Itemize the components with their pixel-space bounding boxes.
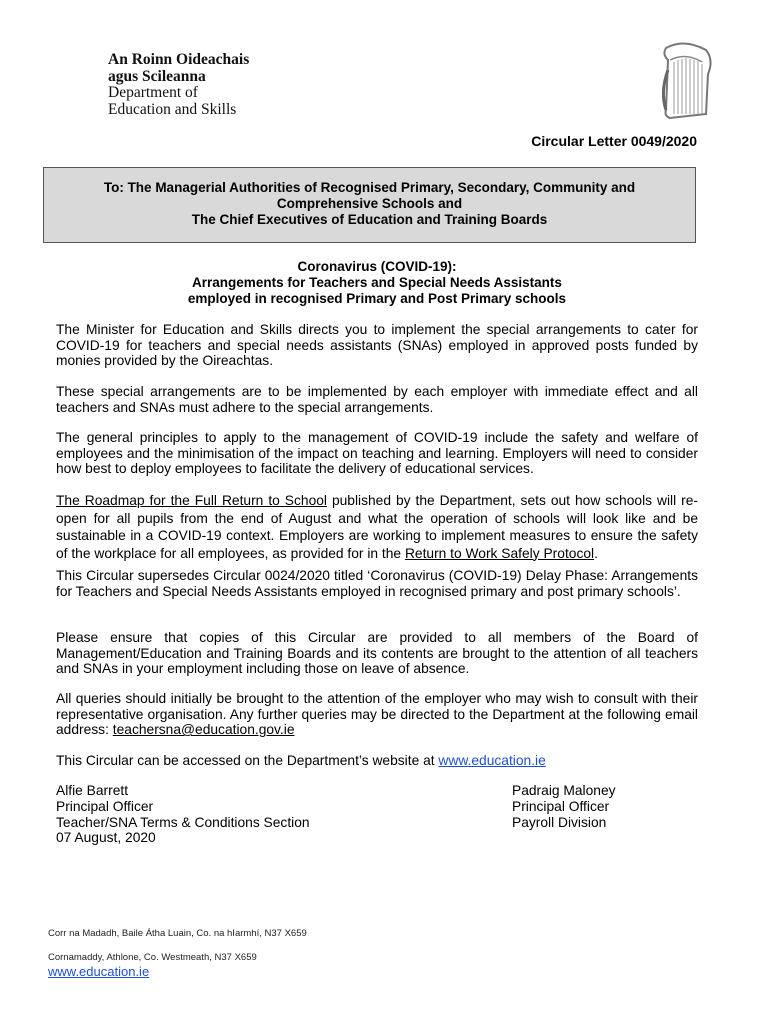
paragraph-6: Please ensure that copies of this Circular are provided to all members of the Board of Management/Education and Training Boards and its contents are brought to the attention of all teachers and SNAs in your employment including those on leave of absence. (56, 630, 698, 677)
dept-english-line-1: Department of (108, 84, 198, 101)
paragraph-4-text: published by the Department, sets out how schools will re-open for all pupils from the end of August and what the operation of schools will look like and be sustainable in a COVID-19 context. Employers are working to implement measures to ensure the safety of the workplace for all employees, as provided for in the (56, 493, 698, 561)
recipients-line-3: The Chief Executives of Education and Training Boards (191, 212, 548, 227)
signatory-name: Padraig Maloney (512, 783, 616, 798)
title-line-2: Arrangements for Teachers and Special Needs Assistants (192, 275, 562, 290)
footer-address-english: Cornamaddy, Athlone, Co. Westmeath, N37 X659 (48, 952, 257, 963)
signatory-role: Principal Officer (512, 798, 610, 814)
signatory-name: Alfie Barrett (56, 783, 129, 798)
document-title (56, 259, 698, 307)
website-link[interactable]: www.education.ie (438, 753, 546, 768)
roadmap-link[interactable]: The Roadmap for the Full Return to School (56, 493, 327, 508)
paragraph-2: These special arrangements are to be implemented by each employer with immediate effect and all teachers and SNAs must adhere to the special arrangements. (56, 384, 698, 415)
paragraph-1: The Minister for Education and Skills directs you to implement the special arrangements to cater for COVID-19 for teachers and special needs assistants (SNAs) employed in approved posts funded by monies provided by the Oireachtas. (56, 322, 698, 369)
paragraph-7-text: All queries should initially be brought to the attention of the employer who may wish to consult with their representative organisation. Any further queries may be directed to the Department at the following email address: (56, 691, 698, 738)
department-name (108, 52, 249, 118)
circular-number: Circular Letter 0049/2020 (531, 133, 697, 149)
paragraph-7 (56, 691, 698, 738)
paragraph-4 (56, 492, 698, 562)
signature-date: 07 August, 2020 (56, 830, 156, 846)
signatory-role: Principal Officer (56, 798, 154, 814)
paragraph-4-end: . (594, 545, 598, 561)
paragraph-8 (56, 753, 698, 769)
email-link[interactable]: teachersna@education.gov.ie (112, 722, 295, 738)
title-line-1: Coronavirus (COVID-19): (297, 259, 457, 274)
recipients-line-2: Comprehensive Schools and (276, 196, 463, 211)
footer-address-irish: Corr na Madadh, Baile Átha Luain, Co. na hIarmhí, N37 X659 (48, 928, 307, 939)
signature-right (512, 783, 616, 830)
dept-irish-line-2: agus Scileanna (108, 67, 206, 85)
harp-emblem-icon (656, 40, 714, 122)
return-to-work-link[interactable]: Return to Work Safely Protocol (404, 545, 595, 561)
signatory-division: Payroll Division (512, 814, 607, 830)
dept-irish-line-1: An Roinn Oideachais (108, 51, 250, 68)
title-line-3: employed in recognised Primary and Post Primary schools (187, 291, 567, 306)
paragraph-8-text: This Circular can be accessed on the Department’s website at (56, 753, 439, 768)
footer-website-link[interactable]: www.education.ie (48, 964, 150, 979)
signatory-section: Teacher/SNA Terms & Conditions Section (56, 814, 310, 830)
recipients-line-1: To: The Managerial Authorities of Recognised Primary, Secondary, Community and (103, 180, 636, 195)
recipients-box (43, 167, 696, 243)
dept-english-line-2: Education and Skills (108, 100, 237, 118)
paragraph-3: The general principles to apply to the management of COVID-19 include the safety and welfare of employees and the minimisation of the impact on teaching and learning. Employers will need to consider how best to deploy employees to facilitate the delivery of educational services. (56, 430, 698, 477)
signature-left (56, 783, 310, 846)
paragraph-5: This Circular supersedes Circular 0024/2020 titled ‘Coronavirus (COVID-19) Delay Phase: Arrangements for Teachers and Special Needs Assistants employed in recognised primary and post primary schools’. (56, 568, 698, 599)
